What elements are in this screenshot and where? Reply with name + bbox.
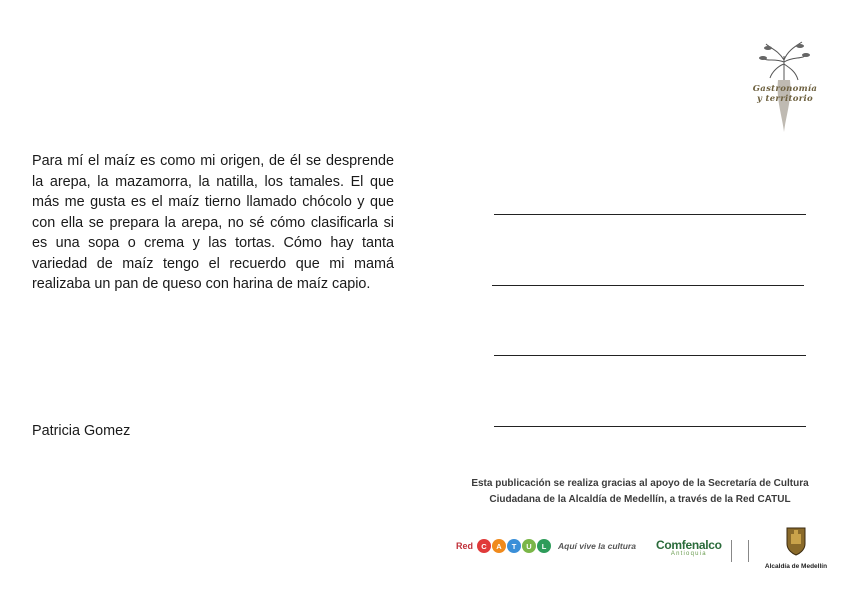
address-line [494, 355, 806, 356]
address-line [494, 214, 806, 215]
catul-letter: A [492, 539, 506, 553]
alcaldia-logo [756, 526, 836, 570]
divider [748, 540, 749, 562]
credit-line1: Esta publicación se realiza gracias al apoyo de la Secretaría de Cultura [471, 478, 809, 489]
catul-tagline: Aquí vive la cultura [558, 541, 636, 551]
catul-letter: L [537, 539, 551, 553]
coat-of-arms-icon [785, 526, 807, 556]
comfenalco-name: Comfenalco [656, 538, 722, 552]
logo-title-line1: Gastronomía [752, 84, 818, 94]
comfenalco-subtitle: Antioquia [670, 551, 707, 557]
credit-line2: Ciudadana de la Alcaldía de Medellín, a través de la Red CATUL [489, 494, 791, 505]
author-name: Patricia Gomez [32, 423, 131, 439]
gastronomia-logo [748, 40, 820, 136]
sponsor-logos [456, 526, 836, 570]
red-catul-logo [456, 539, 636, 553]
comfenalco-logo [656, 538, 722, 557]
message-text: Para mí el maíz es como mi origen, de él se desprende la arepa, la mazamorra, la natilla, los tamales. El que más me gusta es el maíz tierno llamado chócolo y que con ella se prepara la arepa, no sé cómo clasificarla si es una sopa o crema y las tortas. Cómo hay tanta variedad de maíz tengo el recuerdo que mi mamá realizaba un pan de queso con harina de maíz capio. [32, 153, 394, 292]
catul-letter: C [477, 539, 491, 553]
alcaldia-name: Alcaldía de Medellín [764, 563, 828, 570]
catul-letter: U [522, 539, 536, 553]
red-label: Red [456, 541, 474, 551]
credit-text [440, 476, 840, 508]
address-line [494, 426, 806, 427]
divider [731, 540, 732, 562]
address-line [492, 285, 804, 286]
catul-letter: T [507, 539, 521, 553]
logo-title-line2: y territorio [757, 94, 813, 104]
